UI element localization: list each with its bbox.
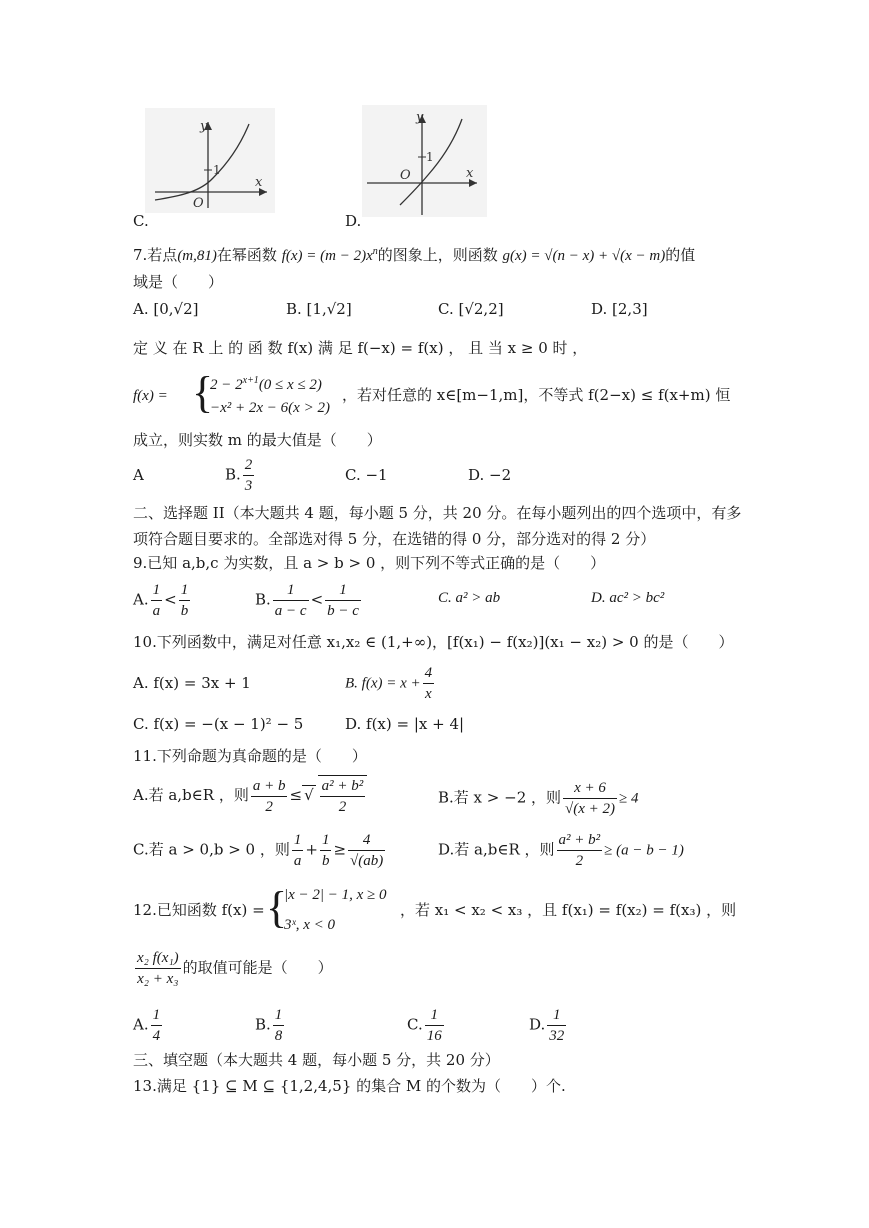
- graph-c: [145, 108, 275, 213]
- q7-option-b: B. [1,√2]: [286, 300, 352, 318]
- q8-option-d: D. −2: [468, 466, 512, 484]
- q12-case2: 3ˣ, x < 0: [284, 917, 336, 933]
- q10-option-d: D. f(x) = |x + 4|: [345, 715, 465, 733]
- q10-option-a: A. f(x) = 3x + 1: [133, 674, 251, 692]
- section2-line2: 项符合题目要求的。全部选对得 5 分，在选错的得 0 分，部分选对的得 2 分）: [133, 530, 656, 548]
- q13-line: 13.满足 {1} ⊆ M ⊆ {1,2,4,5} 的集合 M 的个数为（ ）个.: [133, 1077, 566, 1095]
- graph-c-x-label: x: [255, 175, 263, 190]
- graph-d: [362, 105, 487, 217]
- q10-stem: 10.下列函数中，满足对任意 x₁,x₂ ∈ (1,+∞)，[f(x₁) − f(x₂)](x₁ − x₂) > 0 的是（ ）: [133, 633, 734, 651]
- graph-d-x-label: x: [466, 166, 474, 181]
- q12-expression: $\frac{\text{x₂ f(x₁)}}{\text{x₂ + x₃}}$ 的取值可能是（ ）: [137, 950, 333, 987]
- q11-option-a: A.若 a,b∈R ，则 $\frac{a + b}{2}$ ≤ √ $\frac{\text{a² + b²}}{2}$: [133, 775, 369, 817]
- q7-line1: 7.若点(m,81)在幂函数 $f(x) = (m - 2)x^n$的图象上，则函数 g(x) = √(n − x) + √(x − m)的值: [133, 246, 696, 264]
- q7-option-c: C. [√2,2]: [438, 300, 504, 318]
- graph-c-origin: O: [193, 196, 204, 211]
- q8-case1: $2 - 2^{x+1}(0 \le x \le 2)$: [210, 375, 322, 393]
- q8-f-lhs: f(x) =: [133, 388, 168, 404]
- graph-d-y-label: y: [416, 110, 424, 125]
- q9-option-a: A. $\frac{1}{a}$ < $\frac{1}{b}$: [133, 582, 189, 619]
- q12-brace: {: [266, 883, 288, 932]
- q11-stem: 11.下列命题为真命题的是（ ）: [133, 747, 367, 765]
- q7-option-d: D. [2,3]: [591, 300, 648, 318]
- graph-d-origin: O: [400, 168, 411, 183]
- q8-line1: 定 义 在 R 上 的 函 数 f(x) 满 足 f(−x) = f(x) ， 且 当 x ≥ 0 时 ，: [133, 339, 588, 357]
- q11-option-d: D.若 a,b∈R ，则 $\frac{\text{a² + b²}}{2}$ ≥ (a − b − 1): [438, 832, 684, 869]
- q9-option-c: C. a² > ab: [438, 590, 501, 606]
- q8-case2: −x² + 2x − 6(x > 2): [210, 400, 330, 416]
- q10-option-b: B. f(x) = x + $\frac{4}{x}$: [345, 665, 433, 702]
- q12-option-a: A. $\frac{1}{4}$: [133, 1007, 161, 1044]
- graph-c-tick: 1: [213, 163, 221, 177]
- graph-c-y-label: y: [200, 119, 208, 134]
- q11-option-b: B.若 x > −2 ，则 $\frac{x + 6}{√(x + 2)}$ ≥ 4: [438, 780, 639, 817]
- q11-option-c: C.若 a > 0,b > 0 ，则 $\frac{1}{a}$ + $\frac{1}{b}$ ≥ $\frac{4}{√(ab)}$: [133, 832, 384, 869]
- q8-line3: 成立，则实数 m 的最大值是（ ）: [133, 431, 382, 449]
- q12-option-d: D. $\frac{1}{32}$: [529, 1007, 565, 1044]
- q9-option-b: B. $\frac{1}{a - c}$ < $\frac{1}{b - c}$: [255, 582, 359, 619]
- q12-option-b: B. $\frac{1}{8}$: [255, 1007, 283, 1044]
- q7-line2: 域是（ ）: [133, 273, 224, 291]
- q8-option-c: C. −1: [345, 466, 388, 484]
- section3-heading: 三、填空题（本大题共 4 题，每小题 5 分，共 20 分）: [133, 1051, 500, 1069]
- q9-stem: 9.已知 a,b,c 为实数，且 a > b > 0 ，则下列不等式正确的是（ ）: [133, 554, 606, 572]
- graph-d-label: D.: [345, 212, 362, 230]
- q7-option-a: A. [0,√2]: [133, 300, 199, 318]
- q12-pre: 12.已知函数 f(x) =: [133, 901, 265, 919]
- q8-brace: {: [192, 368, 214, 417]
- q12-case1: |x − 2| − 1, x ≥ 0: [284, 887, 387, 903]
- q9-option-d: D. ac² > bc²: [591, 590, 665, 606]
- section2-line1: 二、选择题 II（本大题共 4 题，每小题 5 分，共 20 分。在每小题列出的四个选项中，有多: [133, 504, 742, 522]
- q8-option-b: B. $\frac{2}{3}$: [225, 457, 253, 494]
- graph-d-tick: 1: [426, 150, 434, 164]
- q10-option-c: C. f(x) = −(x − 1)² − 5: [133, 715, 304, 733]
- q12-tail: ，若 x₁ < x₂ < x₃ ，且 f(x₁) = f(x₂) = f(x₃) ，则: [400, 901, 737, 919]
- q8-line2-tail: ，若对任意的 x∈[m−1,m]，不等式 f(2−x) ≤ f(x+m) 恒: [342, 386, 731, 404]
- graph-c-label: C.: [133, 212, 149, 230]
- q12-option-c: C. $\frac{1}{16}$: [407, 1007, 442, 1044]
- q8-option-a: A: [133, 466, 144, 484]
